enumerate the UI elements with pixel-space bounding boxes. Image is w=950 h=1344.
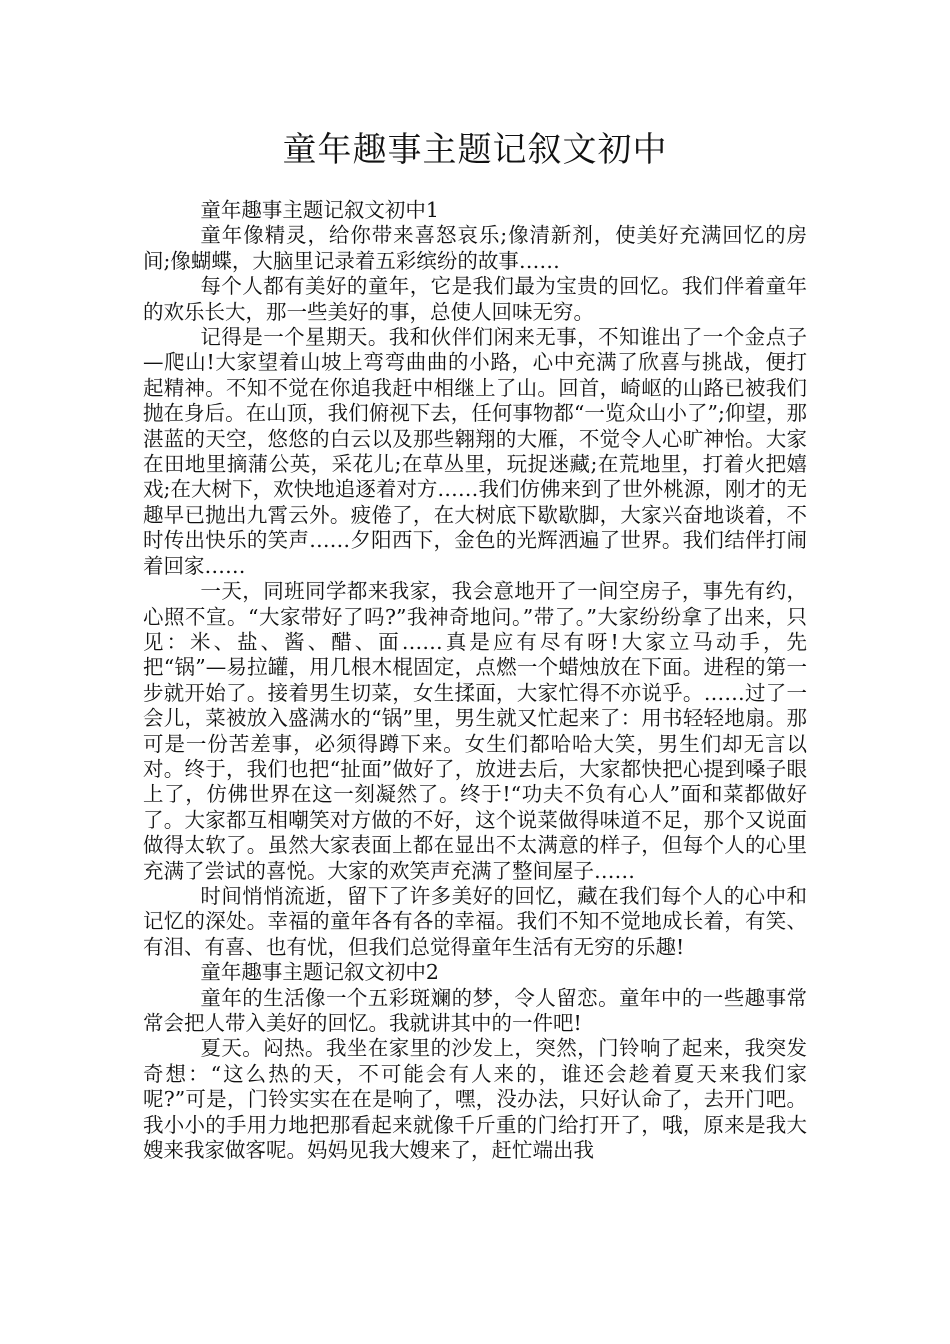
paragraph: 记得是一个星期天。我和伙伴们闲来无事，不知谁出了一个金点子—爬山!大家望着山坡上弯弯曲曲的小路，心中充满了欣喜与挑战，便打起精神。不知不觉在你追我赶中相继上了山。回首，崎岖的山路已被我们抛在身后。在山顶，我们俯视下去，任何事物都“一览众山小了”;仰望，那湛蓝的天空，悠悠的白云以及那些翱翔的大雁，不觉令人心旷神怡。大家在田地里摘蒲公英，采花儿;在草丛里，玩捉迷藏;在荒地里，打着火把嬉戏;在大树下，欢快地追逐着对方……我们仿佛来到了世外桃源，刚才的无趣早已抛出九霄云外。疲倦了，在大树底下歇歇脚，大家兴奋地谈着，不时传出快乐的笑声……夕阳西下，金色的光辉洒遍了世界。我们结伴打闹着回家…… <box>143 325 807 578</box>
section-heading-2: 童年趣事主题记叙文初中2 <box>200 960 439 985</box>
section-heading-1: 童年趣事主题记叙文初中1 <box>200 198 439 222</box>
paragraph: 童年的生活像一个五彩斑斓的梦，令人留恋。童年中的一些趣事常常会把人带入美好的回忆。我就讲其中的一件吧! <box>143 985 807 1035</box>
paragraph: 每个人都有美好的童年，它是我们最为宝贵的回忆。我们伴着童年的欢乐长大，那一些美好的事，总使人回味无穷。 <box>143 274 807 324</box>
paragraph: 一天，同班同学都来我家，我会意地开了一间空房子，事先有约，心照不宣。“大家带好了吗?”我神奇地问。”带了。”大家纷纷拿了出来，只见：米、盐、酱、醋、面……真是应有尽有呀!大家立马动手，先把“锅”—易拉罐，用几根木棍固定，点燃一个蜡烛放在下面。进程的第一步就开始了。接着男生切菜，女生揉面，大家忙得不亦说乎。……过了一会儿，菜被放入盛满水的“锅”里，男生就又忙起来了：用书轻轻地扇。那可是一份苦差事，必须得蹲下来。女生们都哈哈大笑，男生们却无言以对。终于，我们也把“扯面”做好了，放进去后，大家都快把心提到嗓子眼上了，仿佛世界在这一刻凝然了。终于!“功夫不负有心人”面和菜都做好了。大家都互相嘲笑对方做的不好，这个说菜做得味道不足，那个又说面做得太软了。虽然大家表面上都在显出不太满意的样子，但每个人的心里充满了尝试的喜悦。大家的欢笑声充满了整间屋子…… <box>143 579 807 883</box>
paragraph: 童年像精灵，给你带来喜怒哀乐;像清新剂，使美好充满回忆的房间;像蝴蝶，大脑里记录着五彩缤纷的故事…… <box>143 223 807 273</box>
paragraph: 时间悄悄流逝，留下了许多美好的回忆，藏在我们每个人的心中和记忆的深处。幸福的童年各有各的幸福。我们不知不觉地成长着，有笑、有泪、有喜、也有忧，但我们总觉得童年生活有无穷的乐趣! <box>143 883 807 959</box>
paragraph: 夏天。闷热。我坐在家里的沙发上，突然，门铃响了起来，我突发奇想：“这么热的天，不可能会有人来的，谁还会趁着夏天来我们家呢?”可是，门铃实实在在是响了，嘿，没办法，只好认命了，去开门吧。我小小的手用力地把那看起来就像千斤重的门给打开了，哦，原来是我大嫂来我家做客呢。妈妈见我大嫂来了，赶忙端出我 <box>143 1036 807 1163</box>
document-title: 童年趣事主题记叙文初中 <box>282 130 668 170</box>
document-body <box>143 198 807 1163</box>
